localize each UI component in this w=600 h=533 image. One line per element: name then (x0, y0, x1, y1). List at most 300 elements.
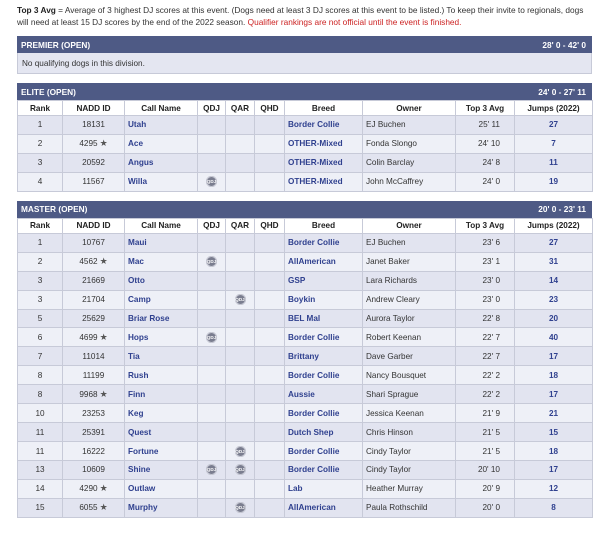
qar-cell (226, 328, 255, 347)
jumps-link[interactable]: 11 (549, 158, 558, 168)
nadd-id: 11199 (82, 370, 105, 380)
nadd-id-cell (63, 366, 125, 385)
dog-name-link[interactable]: Otto (128, 276, 145, 286)
breed-cell (285, 366, 363, 385)
qhd-cell (255, 153, 285, 172)
nadd-id: 4562 (79, 257, 98, 267)
jumps-link[interactable]: 18 (548, 446, 559, 456)
breed-link[interactable]: Border Collie (288, 120, 340, 130)
qhd-cell (255, 498, 285, 517)
qdj-cell (198, 153, 226, 172)
jumps-link[interactable]: 17 (548, 465, 559, 475)
top3-avg-cell: 23' 0 (456, 271, 515, 290)
breed-cell (285, 442, 363, 461)
qar-cell (226, 498, 255, 517)
breed-cell (285, 479, 363, 498)
division-title: ELITE (OPEN) (21, 86, 76, 97)
call-name-cell (125, 233, 198, 252)
column-header-qdj: QDJ (198, 101, 226, 116)
rank-cell: 11 (18, 442, 63, 461)
jumps-link[interactable]: 40 (548, 332, 559, 342)
jumps-cell (515, 479, 593, 498)
call-name-cell (125, 172, 198, 191)
intro-text (17, 5, 592, 28)
column-header-qar: QAR (226, 218, 255, 233)
rank-cell: 15 (18, 498, 63, 517)
rank-cell: 3 (18, 271, 63, 290)
call-name-cell (125, 385, 198, 404)
column-header-breed: Breed (285, 218, 363, 233)
qar-cell (226, 309, 255, 328)
jumps-link[interactable]: 18 (548, 370, 559, 380)
nadd-id-cell (63, 479, 125, 498)
nadd-id-cell (63, 423, 125, 442)
column-header-owner: Owner (363, 218, 456, 233)
breed-link[interactable]: AllAmerican (288, 257, 336, 267)
jumps-cell (515, 252, 593, 271)
jumps-link[interactable]: 8 (551, 503, 556, 513)
call-name-cell (125, 309, 198, 328)
owner-cell: Heather Murray (363, 479, 456, 498)
qhd-cell (255, 385, 285, 404)
nadd-id: 11014 (82, 351, 105, 361)
owner-cell: Cindy Taylor (363, 461, 456, 480)
owner-cell: Shari Sprague (363, 385, 456, 404)
top3-avg-cell: 24' 0 (456, 172, 515, 191)
owner-cell: Andrew Cleary (363, 290, 456, 309)
column-header-qdj: QDJ (198, 218, 226, 233)
jumps-link[interactable]: 7 (551, 139, 556, 149)
top3-avg-cell: 22' 7 (456, 328, 515, 347)
qdj-cell (198, 366, 226, 385)
column-header-rank: Rank (18, 218, 63, 233)
dog-name-link[interactable]: Outlaw (128, 484, 156, 494)
dog-name-link[interactable]: Angus (128, 158, 154, 168)
dog-name-link[interactable]: Ace (128, 139, 144, 149)
rank-cell: 13 (18, 461, 63, 480)
jumps-link[interactable]: 31 (548, 257, 559, 267)
qhd-cell (255, 172, 285, 191)
jumps-link[interactable]: 17 (548, 389, 559, 399)
call-name-cell (125, 442, 198, 461)
qar-cell (226, 233, 255, 252)
column-header-breed: Breed (285, 101, 363, 116)
table-row (18, 172, 593, 191)
division-range: 20' 0 - 23' 11 (538, 204, 586, 215)
table-row (18, 233, 593, 252)
jumps-cell (515, 309, 593, 328)
nadd-id-cell (63, 461, 125, 480)
qar-badge-icon: QDJ (235, 464, 246, 475)
dog-name-link[interactable]: Willa (128, 177, 148, 187)
qdj-cell (198, 252, 226, 271)
dog-name-link[interactable]: Utah (128, 120, 147, 130)
column-header-call: Call Name (125, 101, 198, 116)
call-name-cell (125, 479, 198, 498)
nadd-id-cell (63, 252, 125, 271)
qar-cell (226, 134, 255, 153)
division-premier (17, 36, 592, 74)
qar-cell (226, 423, 255, 442)
nadd-id-cell (63, 271, 125, 290)
owner-cell: Aurora Taylor (363, 309, 456, 328)
qar-badge-icon: QDJ (235, 294, 246, 305)
intro-warning: Qualifier rankings are not official until the event is finished. (247, 16, 462, 27)
qdj-badge-icon: QDJ (206, 332, 217, 343)
jumps-cell (515, 153, 593, 172)
qhd-cell (255, 442, 285, 461)
division-header (17, 36, 592, 53)
top3-avg-cell: 22' 2 (456, 366, 515, 385)
nadd-id: 25629 (82, 313, 105, 323)
qdj-badge-icon: QDJ (206, 256, 217, 267)
nadd-id-cell (63, 309, 125, 328)
rank-cell: 3 (18, 290, 63, 309)
division-header (17, 83, 592, 100)
jumps-cell (515, 116, 593, 135)
top3-avg-cell: 25' 11 (456, 116, 515, 135)
jumps-cell (515, 442, 593, 461)
column-header-owner: Owner (363, 101, 456, 116)
dog-name-link[interactable]: Tia (128, 351, 140, 361)
call-name-cell (125, 461, 198, 480)
breed-link[interactable]: GSP (288, 276, 306, 286)
nadd-id: 4295 (79, 139, 98, 149)
breed-link[interactable]: Boykin (288, 295, 316, 305)
call-name-cell (125, 116, 198, 135)
breed-cell (285, 328, 363, 347)
nadd-id: 4290 (79, 484, 98, 494)
qhd-cell (255, 461, 285, 480)
breed-cell (285, 347, 363, 366)
top3-avg-cell: 24' 10 (456, 134, 515, 153)
qar-cell (226, 271, 255, 290)
jumps-cell (515, 271, 593, 290)
dog-name-link[interactable]: Shine (128, 465, 151, 475)
jumps-link[interactable]: 20 (548, 313, 559, 323)
qdj-cell (198, 461, 226, 480)
qar-cell (226, 153, 255, 172)
nadd-id: 4699 (79, 332, 98, 342)
jumps-cell (515, 404, 593, 423)
rank-cell: 7 (18, 347, 63, 366)
dog-name-link[interactable]: Camp (128, 295, 151, 305)
table-row (18, 290, 593, 309)
jumps-link[interactable]: 12 (548, 484, 559, 494)
division-range: 28' 0 - 42' 0 (542, 39, 586, 50)
top3-avg-cell: 23' 0 (456, 290, 515, 309)
call-name-cell (125, 252, 198, 271)
column-header-avg: Top 3 Avg (456, 218, 515, 233)
dog-name-link[interactable]: Fortune (128, 446, 159, 456)
jumps-link[interactable]: 23 (548, 295, 559, 305)
rank-cell: 14 (18, 479, 63, 498)
qar-cell (226, 404, 255, 423)
jumps-link[interactable]: 15 (548, 427, 559, 437)
table-row (18, 442, 593, 461)
breed-link[interactable]: Brittany (288, 351, 319, 361)
nadd-id: 6055 (79, 503, 98, 513)
table-row (18, 498, 593, 517)
breed-link[interactable]: BEL Mal (288, 313, 321, 323)
star-icon: ★ (99, 256, 108, 267)
column-header-rank: Rank (18, 101, 63, 116)
column-header-avg: Top 3 Avg (456, 101, 515, 116)
nadd-id: 20592 (82, 158, 105, 168)
call-name-cell (125, 134, 198, 153)
dog-name-link[interactable]: Hops (128, 332, 149, 342)
qhd-cell (255, 271, 285, 290)
top3-avg-cell: 20' 9 (456, 479, 515, 498)
rank-cell: 1 (18, 116, 63, 135)
qdj-cell (198, 404, 226, 423)
breed-link[interactable]: Lab (288, 484, 303, 494)
qhd-cell (255, 233, 285, 252)
nadd-id: 21669 (82, 276, 105, 286)
jumps-cell (515, 423, 593, 442)
rank-cell: 8 (18, 366, 63, 385)
jumps-link[interactable]: 21 (548, 408, 559, 418)
nadd-id: 11567 (82, 177, 105, 187)
rank-cell: 10 (18, 404, 63, 423)
nadd-id: 23253 (82, 408, 105, 418)
jumps-cell (515, 328, 593, 347)
owner-cell: Robert Keenan (363, 328, 456, 347)
nadd-id-cell (63, 233, 125, 252)
jumps-cell (515, 290, 593, 309)
division-master (17, 201, 592, 518)
breed-link[interactable]: Border Collie (288, 465, 340, 475)
breed-cell (285, 172, 363, 191)
owner-cell: EJ Buchen (363, 233, 456, 252)
qhd-cell (255, 252, 285, 271)
qdj-cell (198, 328, 226, 347)
qar-cell (226, 479, 255, 498)
column-header-nadd: NADD ID (63, 218, 125, 233)
qar-cell (226, 366, 255, 385)
rank-cell: 1 (18, 233, 63, 252)
owner-cell: John McCaffrey (363, 172, 456, 191)
breed-link[interactable]: Dutch Shep (288, 427, 334, 437)
breed-link[interactable]: Aussie (288, 389, 315, 399)
table-body (18, 116, 593, 192)
breed-link[interactable]: Border Collie (288, 332, 340, 342)
rank-cell: 5 (18, 309, 63, 328)
dog-name-link[interactable]: Murphy (128, 503, 158, 513)
call-name-cell (125, 347, 198, 366)
nadd-id: 10767 (82, 238, 105, 248)
nadd-id-cell (63, 498, 125, 517)
top3-avg-cell: 20' 0 (456, 498, 515, 517)
qhd-cell (255, 479, 285, 498)
call-name-cell (125, 423, 198, 442)
call-name-cell (125, 328, 198, 347)
empty-message: No qualifying dogs in this division. (17, 53, 592, 74)
qdj-cell (198, 290, 226, 309)
breed-link[interactable]: Border Collie (288, 370, 340, 380)
nadd-id-cell (63, 385, 125, 404)
table-row (18, 153, 593, 172)
qar-cell (226, 385, 255, 404)
table-row (18, 271, 593, 290)
call-name-cell (125, 404, 198, 423)
top3-avg-cell: 23' 6 (456, 233, 515, 252)
qar-cell (226, 347, 255, 366)
qdj-cell (198, 172, 226, 191)
qdj-cell (198, 423, 226, 442)
breed-link[interactable]: OTHER-Mixed (288, 177, 343, 187)
column-header-call: Call Name (125, 218, 198, 233)
qar-cell (226, 172, 255, 191)
qdj-cell (198, 116, 226, 135)
qhd-cell (255, 290, 285, 309)
dog-name-link[interactable]: Maui (128, 238, 147, 248)
table-row (18, 134, 593, 153)
dog-name-link[interactable]: Finn (128, 389, 146, 399)
star-icon: ★ (99, 483, 108, 494)
dog-name-link[interactable]: Rush (128, 370, 149, 380)
nadd-id-cell (63, 134, 125, 153)
owner-cell: Cindy Taylor (363, 442, 456, 461)
table-row (18, 116, 593, 135)
top3-avg-cell: 21' 5 (456, 442, 515, 461)
nadd-id-cell (63, 347, 125, 366)
column-header-qhd: QHD (255, 101, 285, 116)
breed-cell (285, 233, 363, 252)
rank-cell: 3 (18, 153, 63, 172)
nadd-id-cell (63, 404, 125, 423)
nadd-id: 18131 (82, 120, 105, 130)
breed-cell (285, 252, 363, 271)
jumps-link[interactable]: 14 (548, 276, 559, 286)
rank-cell: 8 (18, 385, 63, 404)
star-icon: ★ (99, 138, 108, 149)
nadd-id: 10609 (82, 465, 105, 475)
nadd-id-cell (63, 172, 125, 191)
nadd-id-cell (63, 116, 125, 135)
top3-avg-cell: 23' 1 (456, 252, 515, 271)
star-icon: ★ (99, 502, 108, 513)
owner-cell: Lara Richards (363, 271, 456, 290)
breed-cell (285, 153, 363, 172)
owner-cell: Nancy Bousquet (363, 366, 456, 385)
jumps-link[interactable]: 27 (548, 120, 559, 130)
top3-avg-cell: 21' 5 (456, 423, 515, 442)
qdj-cell (198, 233, 226, 252)
breed-cell (285, 423, 363, 442)
breed-cell (285, 134, 363, 153)
top3-avg-cell: 21' 9 (456, 404, 515, 423)
call-name-cell (125, 366, 198, 385)
qhd-cell (255, 423, 285, 442)
owner-cell: Chris Hinson (363, 423, 456, 442)
jumps-cell (515, 498, 593, 517)
table-row (18, 479, 593, 498)
qdj-badge-icon: QDJ (206, 176, 217, 187)
breed-link[interactable]: OTHER-Mixed (288, 139, 343, 149)
dog-name-link[interactable]: Briar Rose (128, 313, 170, 323)
nadd-id: 16222 (82, 446, 105, 456)
rank-cell: 6 (18, 328, 63, 347)
jumps-cell (515, 366, 593, 385)
qhd-cell (255, 328, 285, 347)
qar-cell (226, 252, 255, 271)
table-header (18, 101, 593, 116)
owner-cell: Colin Barclay (363, 153, 456, 172)
call-name-cell (125, 290, 198, 309)
top3-avg-cell: 24' 8 (456, 153, 515, 172)
breed-link[interactable]: Border Collie (288, 408, 340, 418)
division-elite (17, 83, 592, 192)
jumps-cell (515, 347, 593, 366)
table-row (18, 366, 593, 385)
table-row (18, 385, 593, 404)
qar-cell (226, 290, 255, 309)
qdj-cell (198, 347, 226, 366)
top3-avg-cell: 22' 8 (456, 309, 515, 328)
qar-badge-icon: QDJ (235, 502, 246, 513)
jumps-link[interactable]: 19 (548, 177, 559, 187)
rank-cell: 4 (18, 172, 63, 191)
jumps-link[interactable]: 17 (548, 351, 559, 361)
dog-name-link[interactable]: Keg (128, 408, 144, 418)
division-title: PREMIER (OPEN) (21, 39, 91, 50)
nadd-id-cell (63, 153, 125, 172)
qhd-cell (255, 347, 285, 366)
jumps-cell (515, 233, 593, 252)
breed-cell (285, 385, 363, 404)
top3-avg-cell: 22' 7 (456, 347, 515, 366)
breed-link[interactable]: AllAmerican (288, 503, 336, 513)
owner-cell: Paula Rothschild (363, 498, 456, 517)
nadd-id-cell (63, 328, 125, 347)
call-name-cell (125, 498, 198, 517)
jumps-link[interactable]: 27 (548, 238, 559, 248)
breed-link[interactable]: Border Collie (288, 446, 340, 456)
breed-link[interactable]: Border Collie (288, 238, 340, 248)
breed-cell (285, 309, 363, 328)
results-table (17, 100, 593, 192)
top3-avg-cell: 20' 10 (456, 461, 515, 480)
column-header-qar: QAR (226, 101, 255, 116)
breed-cell (285, 116, 363, 135)
qhd-cell (255, 404, 285, 423)
division-title: MASTER (OPEN) (21, 204, 88, 215)
header-row (18, 218, 593, 233)
dog-name-link[interactable]: Mac (128, 257, 144, 267)
table-header (18, 218, 593, 233)
qdj-cell (198, 309, 226, 328)
intro-label: Top 3 Avg (17, 5, 56, 15)
division-range: 24' 0 - 27' 11 (538, 86, 586, 97)
owner-cell: Fonda Slongo (363, 134, 456, 153)
column-header-nadd: NADD ID (63, 101, 125, 116)
table-row (18, 328, 593, 347)
qhd-cell (255, 134, 285, 153)
nadd-id: 25391 (82, 427, 105, 437)
dog-name-link[interactable]: Quest (128, 427, 152, 437)
header-row (18, 101, 593, 116)
nadd-id: 9968 (79, 389, 98, 399)
qdj-cell (198, 498, 226, 517)
nadd-id: 21704 (82, 295, 105, 305)
top3-avg-cell: 22' 2 (456, 385, 515, 404)
breed-link[interactable]: OTHER-Mixed (288, 158, 343, 168)
qhd-cell (255, 309, 285, 328)
owner-cell: Jessica Keenan (363, 404, 456, 423)
table-row (18, 252, 593, 271)
qhd-cell (255, 366, 285, 385)
